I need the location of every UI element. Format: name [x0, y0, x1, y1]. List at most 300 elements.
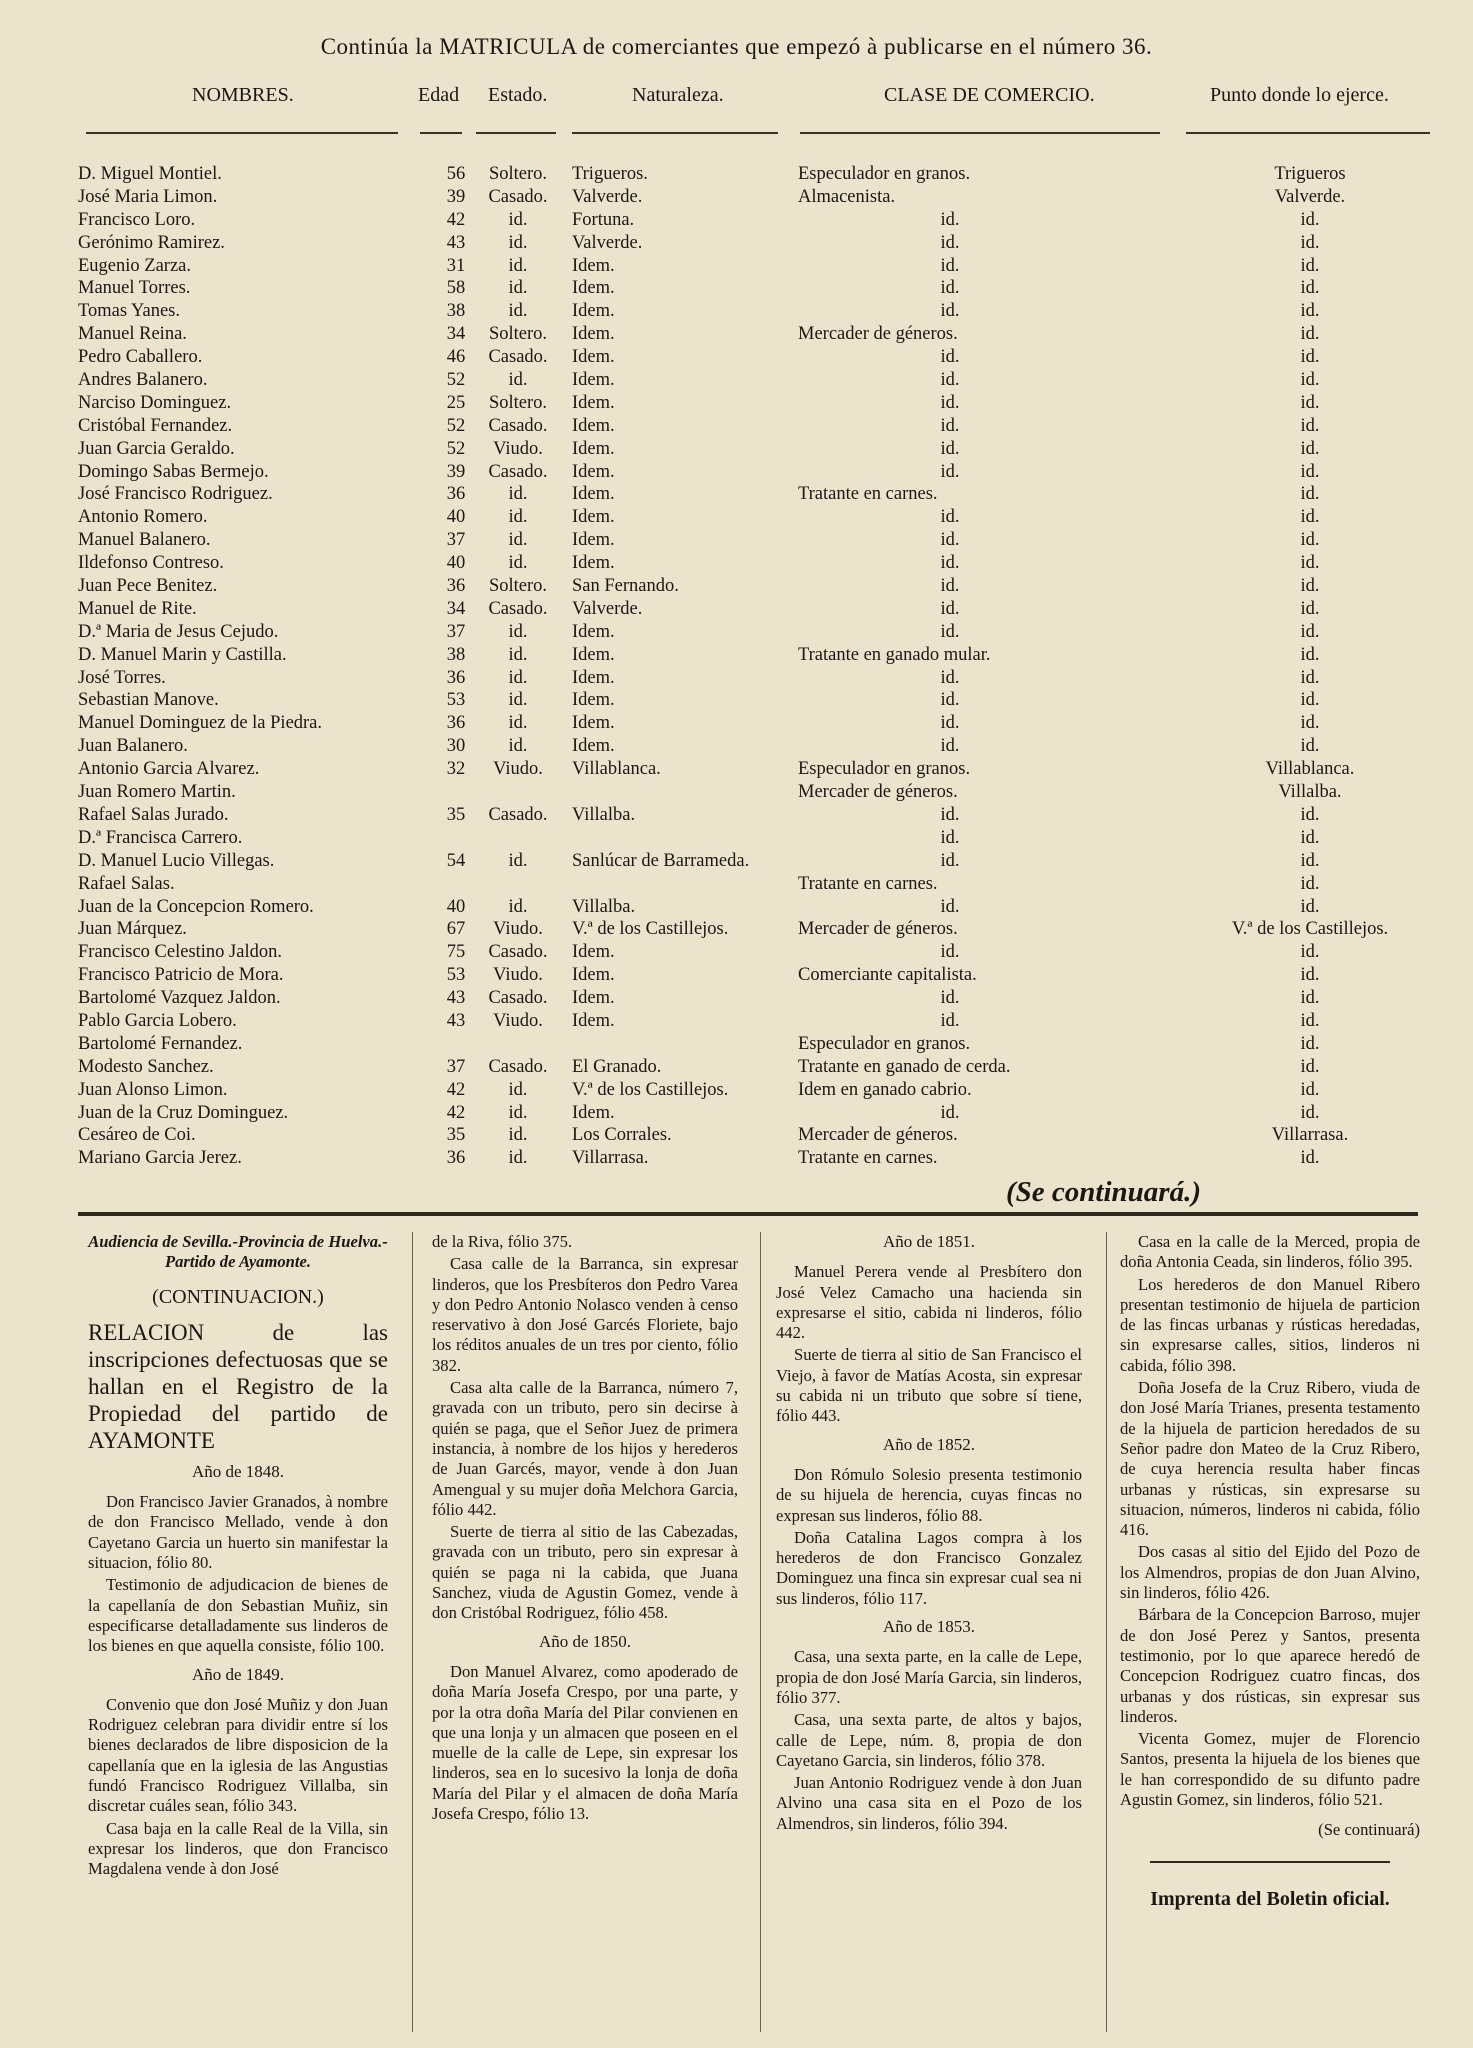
- row-punto: id.: [1300, 415, 1320, 436]
- row-naturaleza: Idem.: [572, 644, 615, 665]
- row-naturaleza: Valverde.: [572, 232, 643, 253]
- col-header-naturaleza: Naturaleza.: [632, 84, 724, 106]
- year-heading: Año de 1848.: [191, 1461, 285, 1481]
- row-clase: id.: [940, 553, 960, 574]
- row-naturaleza: Idem.: [572, 324, 615, 345]
- row-estado: Casado.: [488, 461, 548, 482]
- row-name: Manuel Torres.: [78, 278, 191, 299]
- row-name: Manuel Reina.: [78, 324, 187, 345]
- row-clase: id.: [940, 690, 960, 711]
- row-name: D. Manuel Lucio Villegas.: [78, 850, 275, 871]
- row-naturaleza: El Granado.: [572, 1056, 662, 1077]
- row-punto: id.: [1300, 1079, 1320, 1100]
- row-age: 34: [446, 598, 466, 619]
- row-age: 36: [446, 484, 466, 505]
- row-name: Rafael Salas Jurado.: [78, 804, 229, 825]
- row-name: Juan Balanero.: [78, 736, 188, 757]
- row-punto: V.ª de los Castillejos.: [1231, 919, 1389, 940]
- entry-paragraph: Casa baja en la calle Real de la Villa, sin expresar los linderos, que don Francisco Magdalena vende à don José: [88, 1818, 388, 1879]
- row-age: 40: [446, 507, 466, 528]
- row-naturaleza: Villarrasa.: [572, 1148, 649, 1169]
- end-rule: [1150, 1861, 1390, 1863]
- table-row: [0, 941, 1473, 964]
- row-estado: id.: [508, 644, 528, 665]
- entry-paragraph: Don Francisco Javier Granados, à nombre de don Francisco Mellado, vende à don Cayetano Garcia un huerto sin manifestar la situacion, fólio 80.: [88, 1492, 388, 1573]
- row-name: Francisco Patricio de Mora.: [78, 965, 284, 986]
- table-row: [0, 598, 1473, 621]
- row-naturaleza: Idem.: [572, 507, 615, 528]
- row-clase: Comerciante capitalista.: [798, 965, 977, 986]
- table-row: [0, 918, 1473, 941]
- row-name: Domingo Sabas Bermejo.: [78, 461, 269, 482]
- table-row: [0, 667, 1473, 690]
- table-row: [0, 1124, 1473, 1147]
- entry-paragraph: Casa en la calle de la Merced, propia de doña Antonia Ceada, sin linderos, fólio 395.: [1120, 1232, 1420, 1272]
- row-clase: id.: [940, 667, 960, 688]
- col-header-estado: Estado.: [488, 84, 548, 106]
- table-row: [0, 964, 1473, 987]
- row-clase: Tratante en carnes.: [798, 1148, 938, 1169]
- entry-paragraph: Manuel Perera vende al Presbítero don José Velez Camacho una hacienda sin expresarse el sitio, cabida ni linderos, fólio 442.: [776, 1262, 1082, 1343]
- column-divider: [760, 1232, 761, 2032]
- row-age: 43: [446, 1010, 466, 1031]
- row-age: 35: [446, 1125, 466, 1146]
- row-age: 52: [446, 438, 466, 459]
- row-naturaleza: Idem.: [572, 370, 615, 391]
- row-name: Ildefonso Contreso.: [78, 553, 224, 574]
- row-naturaleza: Idem.: [572, 942, 615, 963]
- row-age: 37: [446, 530, 466, 551]
- row-naturaleza: Valverde.: [572, 598, 643, 619]
- row-punto: Trigueros: [1274, 164, 1346, 184]
- year-heading: Año de 1852.: [882, 1434, 976, 1454]
- table-row: [0, 300, 1473, 323]
- row-estado: Soltero.: [488, 392, 548, 413]
- row-naturaleza: Idem.: [572, 988, 615, 1009]
- row-name: Bartolomé Vazquez Jaldon.: [78, 988, 281, 1009]
- row-age: 32: [446, 759, 466, 780]
- table-row: [0, 689, 1473, 712]
- row-age: 40: [446, 553, 466, 574]
- row-punto: id.: [1300, 804, 1320, 825]
- row-punto: id.: [1300, 278, 1320, 299]
- row-estado: id.: [508, 301, 528, 322]
- row-clase: Mercader de géneros.: [798, 919, 958, 940]
- row-name: Bartolomé Fernandez.: [78, 1033, 243, 1054]
- row-punto: id.: [1300, 576, 1320, 597]
- row-punto: Villalba.: [1278, 782, 1342, 803]
- row-punto: id.: [1300, 507, 1320, 528]
- col-header-edad: Edad: [418, 84, 460, 106]
- row-age: 52: [446, 370, 466, 391]
- row-name: Narciso Dominguez.: [78, 392, 232, 413]
- row-clase: id.: [940, 347, 960, 368]
- row-clase: Tratante en ganado mular.: [798, 644, 991, 665]
- row-clase: id.: [940, 621, 960, 642]
- entry-paragraph: Testimonio de adjudicacion de bienes de la capellanía de don Sebastian Muñiz, sin especificarse detalladamente sus linderos de los bienes en que aquella consiste, fólio 100.: [88, 1575, 388, 1656]
- table-row: [0, 415, 1473, 438]
- row-punto: id.: [1300, 209, 1320, 230]
- row-clase: id.: [940, 942, 960, 963]
- row-age: 37: [446, 1056, 466, 1077]
- row-estado: id.: [508, 278, 528, 299]
- entry-paragraph: Doña Catalina Lagos compra à los herederos de don Francisco Gonzalez Dominguez una finca sin expresar cual sea ni sus linderos, fólio 117.: [776, 1527, 1082, 1608]
- table-row: [0, 209, 1473, 232]
- row-estado: Casado.: [488, 804, 548, 825]
- row-estado: Casado.: [488, 942, 548, 963]
- col-header-punto: Punto donde lo ejerce.: [1210, 84, 1389, 106]
- table-row: [0, 369, 1473, 392]
- row-clase: Tratante en carnes.: [798, 484, 938, 505]
- row-age: 58: [446, 278, 466, 299]
- row-name: Pedro Caballero.: [78, 347, 203, 368]
- row-age: 30: [446, 736, 466, 757]
- row-naturaleza: Villablanca.: [572, 759, 661, 780]
- row-punto: Valverde.: [1274, 186, 1346, 207]
- row-clase: Especulador en granos.: [798, 164, 971, 184]
- table-row: [0, 1033, 1473, 1056]
- row-naturaleza: Idem.: [572, 1010, 615, 1031]
- row-punto: id.: [1300, 461, 1320, 482]
- row-naturaleza: Idem.: [572, 965, 615, 986]
- entry-paragraph: Casa calle de la Barranca, sin expresar linderos, que los Presbíteros don Pedro Varea y don Pedro Antonio Nolasco venden à censo reservativo à don José Garcés Floriete, bajo los réditos anuales de un tres por ciento, fólio 382.: [432, 1254, 738, 1375]
- table-row: [0, 392, 1473, 415]
- row-clase: id.: [940, 576, 960, 597]
- row-punto: id.: [1300, 965, 1320, 986]
- table-row: [0, 1147, 1473, 1170]
- row-punto: id.: [1300, 1148, 1320, 1169]
- table-row: [0, 873, 1473, 896]
- row-name: D. Miguel Montiel.: [78, 164, 222, 184]
- se-continuara-note: (Se continuará): [1318, 1820, 1420, 1840]
- entry-paragraph: Suerte de tierra al sitio de San Francisco el Viejo, à favor de Matías Acosta, sin expresar su cabida ni un tributo que sobre sí tiene, fólio 443.: [776, 1345, 1082, 1426]
- row-punto: id.: [1300, 827, 1320, 848]
- row-age: 36: [446, 576, 466, 597]
- row-age: 42: [446, 1079, 466, 1100]
- row-age: 75: [446, 942, 466, 963]
- row-name: Mariano Garcia Jerez.: [78, 1148, 242, 1169]
- table-row: [0, 552, 1473, 575]
- row-estado: id.: [508, 255, 528, 276]
- row-punto: id.: [1300, 484, 1320, 505]
- entry-paragraph: Los herederos de don Manuel Ribero presentan testimonio de hijuela de particion de las fincas urbanas y rústicas heredadas, sin expresarse calles, sitios, linderos ni cabida, fólio 398.: [1120, 1274, 1420, 1375]
- row-estado: id.: [508, 1079, 528, 1100]
- row-naturaleza: Valverde.: [572, 186, 643, 207]
- row-age: 38: [446, 301, 466, 322]
- row-estado: id.: [508, 1125, 528, 1146]
- row-naturaleza: Idem.: [572, 415, 615, 436]
- entry-paragraph: Casa alta calle de la Barranca, número 7, gravada con un tributo, pero sin decirse à quién se paga, que el Señor Juez de primera instancia, à nombre de los hijos y herederos de Juan Garcés, mayor, vende à don Juan Amengual y su mujer doña Melchora Garcia, fólio 442.: [432, 1378, 738, 1519]
- row-name: D.ª Francisca Carrero.: [78, 827, 243, 848]
- row-estado: Viudo.: [493, 1010, 543, 1031]
- row-name: Juan Pece Benitez.: [78, 576, 218, 597]
- row-name: Andres Balanero.: [78, 370, 208, 391]
- row-age: 31: [446, 255, 466, 276]
- row-punto: id.: [1300, 713, 1320, 734]
- header-divider: [800, 132, 1160, 134]
- table-row: [0, 575, 1473, 598]
- row-name: D.ª Maria de Jesus Cejudo.: [78, 621, 279, 642]
- row-naturaleza: Idem.: [572, 255, 615, 276]
- row-clase: id.: [940, 415, 960, 436]
- section-divider: [78, 1212, 1418, 1216]
- row-estado: id.: [508, 896, 528, 917]
- row-clase: Tratante en carnes.: [798, 873, 938, 894]
- row-age: 35: [446, 804, 466, 825]
- row-punto: id.: [1300, 255, 1320, 276]
- row-punto: id.: [1300, 392, 1320, 413]
- table-row: [0, 850, 1473, 873]
- row-clase: id.: [940, 209, 960, 230]
- row-name: Modesto Sanchez.: [78, 1056, 214, 1077]
- row-punto: id.: [1300, 598, 1320, 619]
- row-clase: Tratante en ganado de cerda.: [798, 1056, 1011, 1077]
- table-row: [0, 506, 1473, 529]
- row-clase: id.: [940, 804, 960, 825]
- table-row: [0, 758, 1473, 781]
- text-column-2: [432, 1232, 738, 1826]
- row-clase: id.: [940, 530, 960, 551]
- row-estado: Casado.: [488, 415, 548, 436]
- row-naturaleza: Villalba.: [572, 804, 636, 825]
- row-estado: id.: [508, 690, 528, 711]
- row-estado: id.: [508, 209, 528, 230]
- entry-paragraph: Casa, una sexta parte, en la calle de Lepe, propia de don José María Garcia, sin linderos, fólio 377.: [776, 1647, 1082, 1707]
- row-estado: Viudo.: [493, 919, 543, 940]
- col-header-clase: CLASE DE COMERCIO.: [884, 84, 1095, 106]
- row-name: Juan Alonso Limon.: [78, 1079, 228, 1100]
- row-age: 53: [446, 965, 466, 986]
- row-age: 43: [446, 232, 466, 253]
- table-row: [0, 346, 1473, 369]
- entry-paragraph: de la Riva, fólio 375.: [432, 1232, 573, 1251]
- row-age: 52: [446, 415, 466, 436]
- row-punto: id.: [1300, 873, 1320, 894]
- row-estado: id.: [508, 736, 528, 757]
- table-row: [0, 461, 1473, 484]
- table-row: [0, 781, 1473, 804]
- row-clase: id.: [940, 896, 960, 917]
- row-clase: id.: [940, 1102, 960, 1123]
- imprenta-footer: Imprenta del Boletin oficial.: [1150, 1887, 1390, 1910]
- text-column-3: [776, 1232, 1082, 1836]
- row-name: Pablo Garcia Lobero.: [78, 1010, 237, 1031]
- row-age: 40: [446, 896, 466, 917]
- table-row: [0, 277, 1473, 300]
- row-punto: id.: [1300, 301, 1320, 322]
- row-age: 39: [446, 461, 466, 482]
- continuacion-heading: (CONTINUACION.): [152, 1285, 324, 1308]
- table-row: [0, 896, 1473, 919]
- row-naturaleza: Villalba.: [572, 896, 636, 917]
- row-punto: id.: [1300, 232, 1320, 253]
- table-row: [0, 644, 1473, 667]
- row-name: D. Manuel Marin y Castilla.: [78, 644, 287, 665]
- column-divider: [412, 1232, 413, 2032]
- row-naturaleza: Idem.: [572, 461, 615, 482]
- row-clase: id.: [940, 850, 960, 871]
- row-clase: id.: [940, 988, 960, 1009]
- table-row: [0, 163, 1473, 186]
- row-clase: id.: [940, 392, 960, 413]
- table-row: [0, 186, 1473, 209]
- row-name: Antonio Garcia Alvarez.: [78, 759, 260, 780]
- row-name: Manuel de Rite.: [78, 598, 197, 619]
- row-naturaleza: Idem.: [572, 667, 615, 688]
- row-estado: Casado.: [488, 1056, 548, 1077]
- row-naturaleza: V.ª de los Castillejos.: [572, 1079, 729, 1100]
- row-naturaleza: Sanlúcar de Barrameda.: [572, 850, 750, 871]
- row-estado: id.: [508, 667, 528, 688]
- row-punto: id.: [1300, 1056, 1320, 1077]
- row-naturaleza: Idem.: [572, 301, 615, 322]
- row-naturaleza: Idem.: [572, 484, 615, 505]
- table-row: [0, 987, 1473, 1010]
- row-punto: id.: [1300, 850, 1320, 871]
- row-age: 67: [446, 919, 466, 940]
- row-name: José Torres.: [78, 667, 166, 688]
- row-estado: Soltero.: [488, 576, 548, 597]
- row-punto: id.: [1300, 736, 1320, 757]
- row-naturaleza: Idem.: [572, 713, 615, 734]
- table-row: [0, 621, 1473, 644]
- row-name: Francisco Celestino Jaldon.: [78, 942, 282, 963]
- row-name: Cristóbal Fernandez.: [78, 415, 233, 436]
- row-estado: id.: [508, 621, 528, 642]
- row-name: Manuel Dominguez de la Piedra.: [78, 713, 323, 734]
- header-divider: [86, 132, 398, 134]
- row-age: 25: [446, 392, 466, 413]
- row-age: 53: [446, 690, 466, 711]
- col-header-nombres: NOMBRES.: [192, 84, 294, 106]
- entry-paragraph: Vicenta Gomez, mujer de Florencio Santos, presenta la hijuela de los bienes que le han correspondido de su difunto padre Agustin Gomez, sin linderos, fólio 521.: [1120, 1729, 1420, 1810]
- row-naturaleza: San Fernando.: [572, 576, 679, 597]
- row-punto: id.: [1300, 370, 1320, 391]
- row-naturaleza: V.ª de los Castillejos.: [572, 919, 729, 940]
- row-age: 43: [446, 988, 466, 1009]
- row-clase: id.: [940, 255, 960, 276]
- table-row: [0, 483, 1473, 506]
- row-clase: id.: [940, 507, 960, 528]
- row-naturaleza: Idem.: [572, 621, 615, 642]
- row-naturaleza: Idem.: [572, 438, 615, 459]
- row-naturaleza: Idem.: [572, 347, 615, 368]
- row-punto: id.: [1300, 621, 1320, 642]
- row-clase: Especulador en granos.: [798, 759, 971, 780]
- row-naturaleza: Idem.: [572, 1102, 615, 1123]
- row-punto: id.: [1300, 942, 1320, 963]
- row-estado: id.: [508, 1148, 528, 1169]
- row-estado: Casado.: [488, 186, 548, 207]
- header-divider: [572, 132, 778, 134]
- table-row: [0, 1079, 1473, 1102]
- row-estado: Soltero.: [488, 164, 548, 184]
- table-row: [0, 827, 1473, 850]
- row-age: 56: [446, 164, 466, 184]
- row-age: 36: [446, 1148, 466, 1169]
- row-estado: id.: [508, 370, 528, 391]
- row-name: Juan de la Concepcion Romero.: [78, 896, 314, 917]
- entry-paragraph: Don Rómulo Solesio presenta testimonio de su hijuela de herencia, cuyas fincas no expresan sus linderos, fólio 88.: [776, 1464, 1082, 1525]
- row-clase: Especulador en granos.: [798, 1033, 971, 1054]
- row-clase: Mercader de géneros.: [798, 324, 958, 345]
- entry-paragraph: Juan Antonio Rodriguez vende à don Juan Alvino una casa sita en el Pozo de los Almendros, sin linderos, fólio 394.: [776, 1773, 1082, 1833]
- entry-paragraph: Suerte de tierra al sitio de las Cabezadas, gravada con un tributo, pero sin expresar à quién se paga ni la cabida, que Juana Sanchez, viuda de Agustin Gomez, vende à don Cristóbal Rodriguez, fólio 458.: [432, 1522, 738, 1623]
- row-name: Juan Garcia Geraldo.: [78, 438, 235, 459]
- row-name: Manuel Balanero.: [78, 530, 211, 551]
- row-naturaleza: Idem.: [572, 392, 615, 413]
- entry-paragraph: Don Manuel Alvarez, como apoderado de doña María Josefa Crespo, por una parte, y por la otra doña María del Pilar convienen en que una lonja y un almacen que poseen en el muelle de la calle de Lepe, sin expresar los linderos, sea en lo sucesivo la lonja de doña María del Pilar y el almacen de doña María Josefa Crespo, fólio 13.: [432, 1661, 738, 1824]
- row-name: Francisco Loro.: [78, 209, 196, 230]
- table-row: [0, 232, 1473, 255]
- row-age: 37: [446, 621, 466, 642]
- row-name: Sebastian Manove.: [78, 690, 219, 711]
- header-divider: [420, 132, 462, 134]
- row-punto: Villablanca.: [1265, 759, 1355, 780]
- row-punto: id.: [1300, 530, 1320, 551]
- row-naturaleza: Idem.: [572, 553, 615, 574]
- row-punto: Villarrasa.: [1271, 1125, 1349, 1146]
- row-punto: id.: [1300, 896, 1320, 917]
- row-name: Antonio Romero.: [78, 507, 208, 528]
- entry-paragraph: Doña Josefa de la Cruz Ribero, viuda de don José María Trianes, presenta testamento de la hijuela de particion heredados de su Señor padre don Mateo de la Cruz Ribero, de cuya herencia resulta haber fincas urbanas y rústicas, sin expresarse su situacion, números, linderos ni cabida, fólio 416.: [1120, 1378, 1420, 1540]
- row-name: Rafael Salas.: [78, 873, 175, 894]
- row-clase: id.: [940, 278, 960, 299]
- row-estado: Viudo.: [493, 965, 543, 986]
- header-divider: [1186, 132, 1430, 134]
- row-punto: id.: [1300, 690, 1320, 711]
- table-row: [0, 804, 1473, 827]
- text-column-4: [1120, 1232, 1420, 1911]
- row-punto: id.: [1300, 667, 1320, 688]
- row-punto: id.: [1300, 324, 1320, 345]
- table-row: [0, 323, 1473, 346]
- row-estado: Viudo.: [493, 438, 543, 459]
- row-estado: id.: [508, 553, 528, 574]
- row-age: 34: [446, 324, 466, 345]
- entry-paragraph: Bárbara de la Concepcion Barroso, mujer de don José Perez y Santos, presenta testimonio, por lo que aparece heredó de Concepcion Rodriguez cuatro fincas, dos urbanas y dos rústicas, sin expresar sus linderos.: [1120, 1605, 1420, 1726]
- year-heading: Año de 1851.: [882, 1232, 976, 1251]
- row-name: Tomas Yanes.: [78, 301, 181, 322]
- row-estado: id.: [508, 850, 528, 871]
- row-name: José Maria Limon.: [78, 186, 218, 207]
- year-heading: Año de 1849.: [191, 1664, 285, 1684]
- row-clase: id.: [940, 827, 960, 848]
- row-name: Cesáreo de Coi.: [78, 1125, 196, 1146]
- row-age: 36: [446, 667, 466, 688]
- row-punto: id.: [1300, 1033, 1320, 1054]
- row-name: Eugenio Zarza.: [78, 255, 191, 276]
- entry-paragraph: Dos casas al sitio del Ejido del Pozo de los Almendros, propias de don Juan Alvino, sin linderos, fólio 426.: [1120, 1542, 1420, 1603]
- row-punto: id.: [1300, 1102, 1320, 1123]
- row-name: Juan de la Cruz Dominguez.: [78, 1102, 289, 1123]
- entry-paragraph: Casa, una sexta parte, de altos y bajos, calle de Lepe, núm. 8, propia de don Cayetano Garcia, sin linderos, fólio 378.: [776, 1710, 1082, 1770]
- row-clase: id.: [940, 598, 960, 619]
- table-row: [0, 529, 1473, 552]
- row-name: José Francisco Rodriguez.: [78, 484, 273, 505]
- row-clase: Idem en ganado cabrio.: [798, 1079, 972, 1100]
- row-age: 46: [446, 347, 466, 368]
- se-continuara-note: (Se continuará.): [1006, 1176, 1201, 1208]
- row-age: 36: [446, 713, 466, 734]
- row-clase: id.: [940, 232, 960, 253]
- row-punto: id.: [1300, 553, 1320, 574]
- row-estado: id.: [508, 484, 528, 505]
- row-naturaleza: Fortuna.: [572, 209, 635, 230]
- row-clase: id.: [940, 301, 960, 322]
- row-naturaleza: Idem.: [572, 530, 615, 551]
- row-clase: Mercader de géneros.: [798, 1125, 958, 1146]
